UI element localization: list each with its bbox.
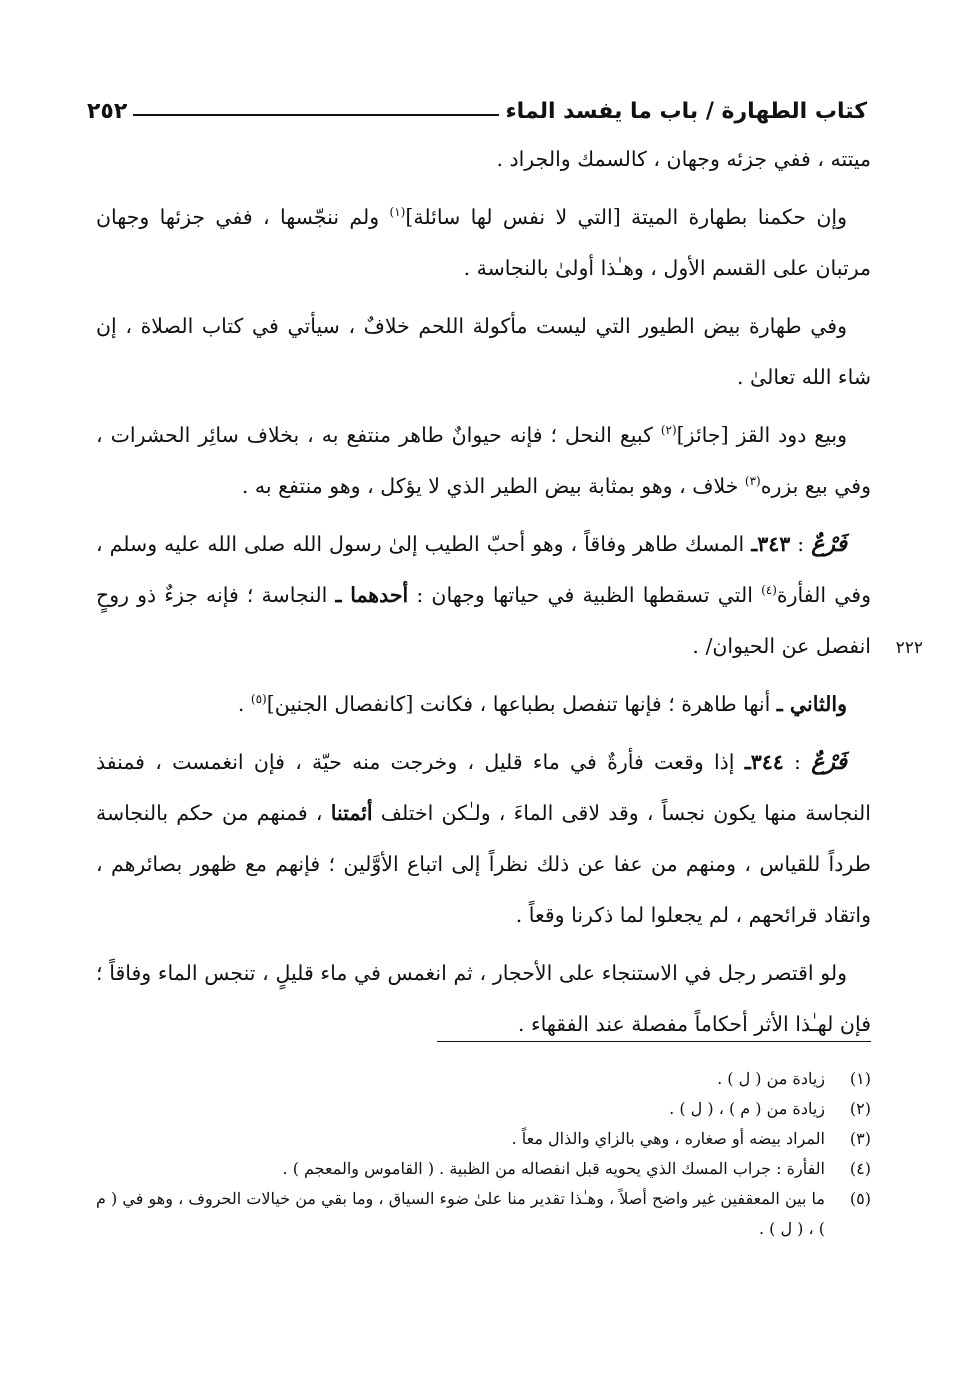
paragraph-text: ميتته ، ففي جزئه وجهان ، كالسمك والجراد . [496, 147, 871, 171]
footnote-text: زيادة من ( م ) ، ( ل ) . [669, 1099, 825, 1118]
footnote-text: ما بين المعقفين غير واضح أصلاً ، وهـٰذا تقدير منا علىٰ ضوء السياق ، وما بقي من خيالات الحروف ، وهو في ( م ) ، ( ل ) . [96, 1189, 825, 1238]
paragraph [96, 410, 871, 512]
manuscript-folio-number: ٢٢٢ [895, 638, 923, 658]
footnote-ref: (٥) [250, 692, 267, 707]
paragraph-text: وإن حكمنا بطهارة الميتة [التي لا نفس لها سائلة] [405, 205, 847, 229]
page-number: ٢٥٢ [87, 99, 128, 124]
paragraph-text: المسك طاهر وفاقاً ، وهو أحبّ الطيب إلىٰ رسول الله صلى الله عليه وسلم ، وفي الفأرة [96, 532, 871, 607]
paragraph [96, 948, 871, 1050]
emphasis-text: أحدهما ـ [335, 583, 409, 607]
paragraph [96, 519, 871, 672]
footnote-text: الفأرة : جراب المسك الذي يحويه قبل انفصاله من الظبية . ( القاموس والمعجم ) . [282, 1159, 825, 1178]
footnote-number: (٤) [849, 1159, 871, 1178]
footnote-ref: (٣) [744, 474, 761, 489]
running-title: كتاب الطهارة / باب ما يفسد الماء [505, 99, 867, 124]
section-heading: فَرْعٌ [811, 531, 847, 557]
footnote [96, 1124, 871, 1154]
paragraph-text: ، فمنهم من حكم بالنجاسة طرداً للقياس ، ومنهم من عفا عن ذلك نظراً إلى اتباع الأوَّلين ؛ فإنهم مع ظهور بصائرهم ، واتقاد قرائحهم ، لم يجعلوا لما ذكرنا وقعاً . [96, 801, 871, 927]
footnote-text: المراد بيضه أو صغاره ، وهي بالزاي والذال معاً . [511, 1129, 825, 1148]
paragraph-text: إذا وقعت فأرةٌ في ماء قليل ، وخرجت منه حيّة ، فإن انغمست ، فمنفذ النجاسة منها يكون نجساً ، وقد لاقى الماءَ ، ولـٰكن اختلف [96, 750, 871, 825]
emphasis-text: أئمتنا [330, 801, 373, 825]
footnote-number: (٣) [849, 1129, 871, 1148]
emphasis-text: والثاني ـ [776, 692, 847, 716]
footnote-ref: (٤) [761, 583, 777, 598]
footnote-text: زيادة من ( ل ) . [717, 1069, 825, 1088]
paragraph [96, 679, 871, 730]
paragraph-text: وبيع دود القز [جائز] [676, 423, 847, 447]
footnote [96, 1094, 871, 1124]
paragraph-text: وفي طهارة بيض الطيور التي ليست مأكولة اللحم خلافٌ ، سيأتي في كتاب الصلاة ، إن شاء الله تعالىٰ . [96, 314, 871, 389]
paragraph-text: النجاسة ؛ فإنه جزءٌ ذو روحٍ انفصل عن الحيوان/ . [96, 583, 871, 658]
paragraph-text: التي تسقطها الظبية في حياتها وجهان : [408, 583, 762, 607]
paragraph-text: ولو اقتصر رجل في الاستنجاء على الأحجار ، ثم انغمس في ماء قليلٍ ، تنجس الماء وفاقاً ؛ فإن لهـٰذا الأثر أحكاماً مفصلة عند الفقهاء . [96, 961, 871, 1036]
footnote [96, 1154, 871, 1184]
paragraph [96, 301, 871, 403]
footnote-number: (٥) [849, 1189, 871, 1208]
footnote-number: (٢) [849, 1099, 871, 1118]
footnote [96, 1184, 871, 1244]
paragraph [96, 192, 871, 294]
paragraph-text: . [237, 692, 251, 716]
footnote [96, 1064, 871, 1094]
section-heading: فَرْعٌ [811, 749, 847, 775]
paragraph [96, 134, 871, 185]
paragraph-text: خلاف ، وهو بمثابة بيض الطير الذي لا يؤكل ، وهو منتفع به . [241, 474, 745, 498]
paragraph-text: كبيع النحل ؛ فإنه حيوانٌ طاهر منتفع به ، بخلاف سائِر الحشرات ، وفي بيع بزره [96, 423, 871, 498]
footnote-separator [437, 1041, 871, 1042]
issue-number: ٣٤٤ـ [744, 750, 784, 774]
page-header [87, 84, 867, 124]
separator: : [783, 750, 812, 774]
issue-number: ٣٤٣ـ [751, 532, 791, 556]
paragraph [96, 737, 871, 941]
main-text [96, 134, 871, 1057]
paragraph-text: أنها طاهرة ؛ فإنها تنفصل بطباعها ، فكانت [كانفصال الجنين] [266, 692, 777, 716]
footnote-ref: (٢) [660, 423, 677, 438]
paragraph-text: ولم ننجّسها ، ففي جزئها وجهان مرتبان على القسم الأول ، وهـٰذا أولىٰ بالنجاسة . [96, 205, 871, 280]
header-rule [133, 114, 499, 116]
footnote-number: (١) [849, 1069, 871, 1088]
separator: : [790, 532, 812, 556]
footnotes [96, 1064, 871, 1244]
footnote-ref: (١) [389, 205, 406, 220]
